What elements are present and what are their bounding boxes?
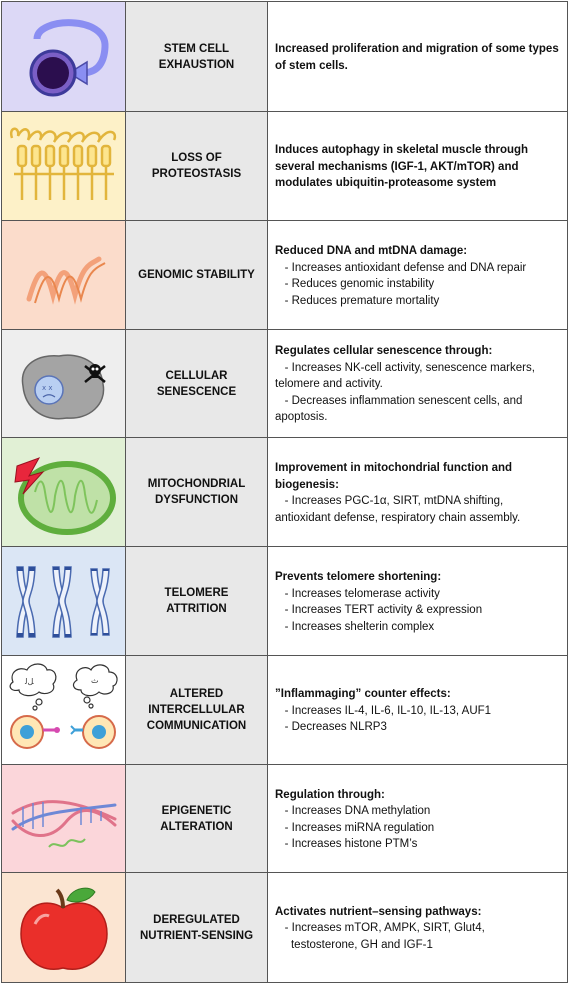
icon-cell — [2, 112, 126, 220]
effect-description — [268, 112, 567, 220]
table-row — [2, 656, 567, 765]
effect-heading: Regulation through: — [275, 788, 385, 801]
effect-description — [268, 656, 567, 764]
epigenetic-dna-icon — [9, 769, 119, 869]
effect-description — [268, 765, 567, 872]
icon-cell — [2, 765, 126, 872]
effect-item: - Increases shelterin complex — [275, 620, 435, 633]
effect-item: - Decreases inflammation senescent cells, and apoptosis. — [275, 394, 526, 424]
effect-heading: Regulates cellular senescence through: — [275, 345, 493, 358]
chromosome-icon — [9, 551, 119, 651]
svg-text:ﺙ: ﺙ — [90, 676, 99, 685]
icon-cell — [2, 873, 126, 982]
senescent-cell-icon — [9, 334, 119, 434]
table-row — [2, 2, 567, 112]
hallmark-label: STEM CELL EXHAUSTION — [126, 2, 268, 111]
effect-item: - Increases NK-cell activity, senescence markers, telomere and activity. — [275, 361, 539, 391]
effect-heading: Increased proliferation and migration of some types of stem cells. — [275, 43, 559, 72]
hallmark-label: LOSS OF PROTEOSTASIS — [126, 112, 268, 220]
effect-description — [268, 873, 567, 982]
effect-heading: Induces autophagy in skeletal muscle through several mechanisms (IGF-1, AKT/mTOR) and modulates ubiquitin-proteasome system — [275, 144, 529, 190]
table-row — [2, 873, 567, 982]
dna-helix-icon — [9, 225, 119, 325]
effect-item: - Increases DNA methylation — [275, 805, 431, 817]
table-row — [2, 547, 567, 656]
stem-cell-icon — [9, 7, 119, 107]
effect-heading: Improvement in mitochondrial function and biogenesis: — [275, 462, 513, 491]
effect-item: - Increases TERT activity & expression — [275, 604, 483, 616]
effect-heading: Reduced DNA and mtDNA damage: — [275, 245, 468, 257]
table-row — [2, 221, 567, 330]
hallmark-label: MITOCHONDRIAL DYSFUNCTION — [126, 438, 268, 546]
effect-description — [268, 547, 567, 655]
effect-item: testosterone, GH and IGF-1 — [275, 938, 433, 951]
effect-heading: ”Inflammaging” counter effects: — [275, 688, 451, 701]
effect-item: - Increases miRNA regulation — [275, 821, 435, 834]
icon-cell — [2, 221, 126, 329]
hallmark-label: GENOMIC STABILITY — [126, 221, 268, 329]
icon-cell — [2, 330, 126, 437]
effect-item: - Reduces premature mortality — [275, 294, 440, 307]
effect-item: - Reduces genomic instability — [275, 278, 435, 290]
effect-item: - Increases IL-4, IL-6, IL-10, IL-13, AUF1 — [275, 704, 492, 717]
icon-cell — [2, 2, 126, 111]
effect-item: - Increases telomerase activity — [275, 587, 440, 600]
icon-cell — [2, 438, 126, 546]
icon-cell — [2, 656, 126, 764]
svg-text:ﻞﻟ: ﻞﻟ — [24, 677, 33, 686]
hallmark-label: ALTERED INTERCELLULAR COMMUNICATION — [126, 656, 268, 764]
cell-communication-icon — [5, 658, 123, 762]
effect-description — [268, 221, 567, 329]
effect-description — [268, 2, 567, 111]
mitochondrion-icon — [9, 442, 119, 542]
effect-heading: Activates nutrient–sensing pathways: — [275, 905, 482, 918]
effect-item: - Decreases NLRP3 — [275, 721, 387, 734]
effect-item: - Increases antioxidant defense and DNA repair — [275, 261, 527, 274]
effect-heading: Prevents telomere shortening: — [275, 571, 442, 583]
apple-icon — [9, 878, 119, 978]
table-row — [2, 330, 567, 438]
effect-item: - Increases PGC-1α, SIRT, mtDNA shifting, antioxidant defense, respiratory chain assembly. — [275, 495, 521, 524]
icon-cell — [2, 547, 126, 655]
effect-description — [268, 330, 567, 437]
protein-fold-icon — [6, 116, 122, 216]
table-row — [2, 112, 567, 221]
effect-item: - Increases mTOR, AMPK, SIRT, Glut4, — [275, 922, 485, 935]
table-row — [2, 765, 567, 873]
hallmark-label: TELOMERE ATTRITION — [126, 547, 268, 655]
hallmark-label: DEREGULATED NUTRIENT-SENSING — [126, 873, 268, 982]
table-row — [2, 438, 567, 547]
svg-text:x x: x x — [41, 383, 53, 392]
effect-item: - Increases histone PTM’s — [275, 838, 418, 850]
hallmarks-table — [1, 1, 568, 983]
effect-description — [268, 438, 567, 546]
hallmark-label: CELLULAR SENESCENCE — [126, 330, 268, 437]
hallmark-label: EPIGENETIC ALTERATION — [126, 765, 268, 872]
